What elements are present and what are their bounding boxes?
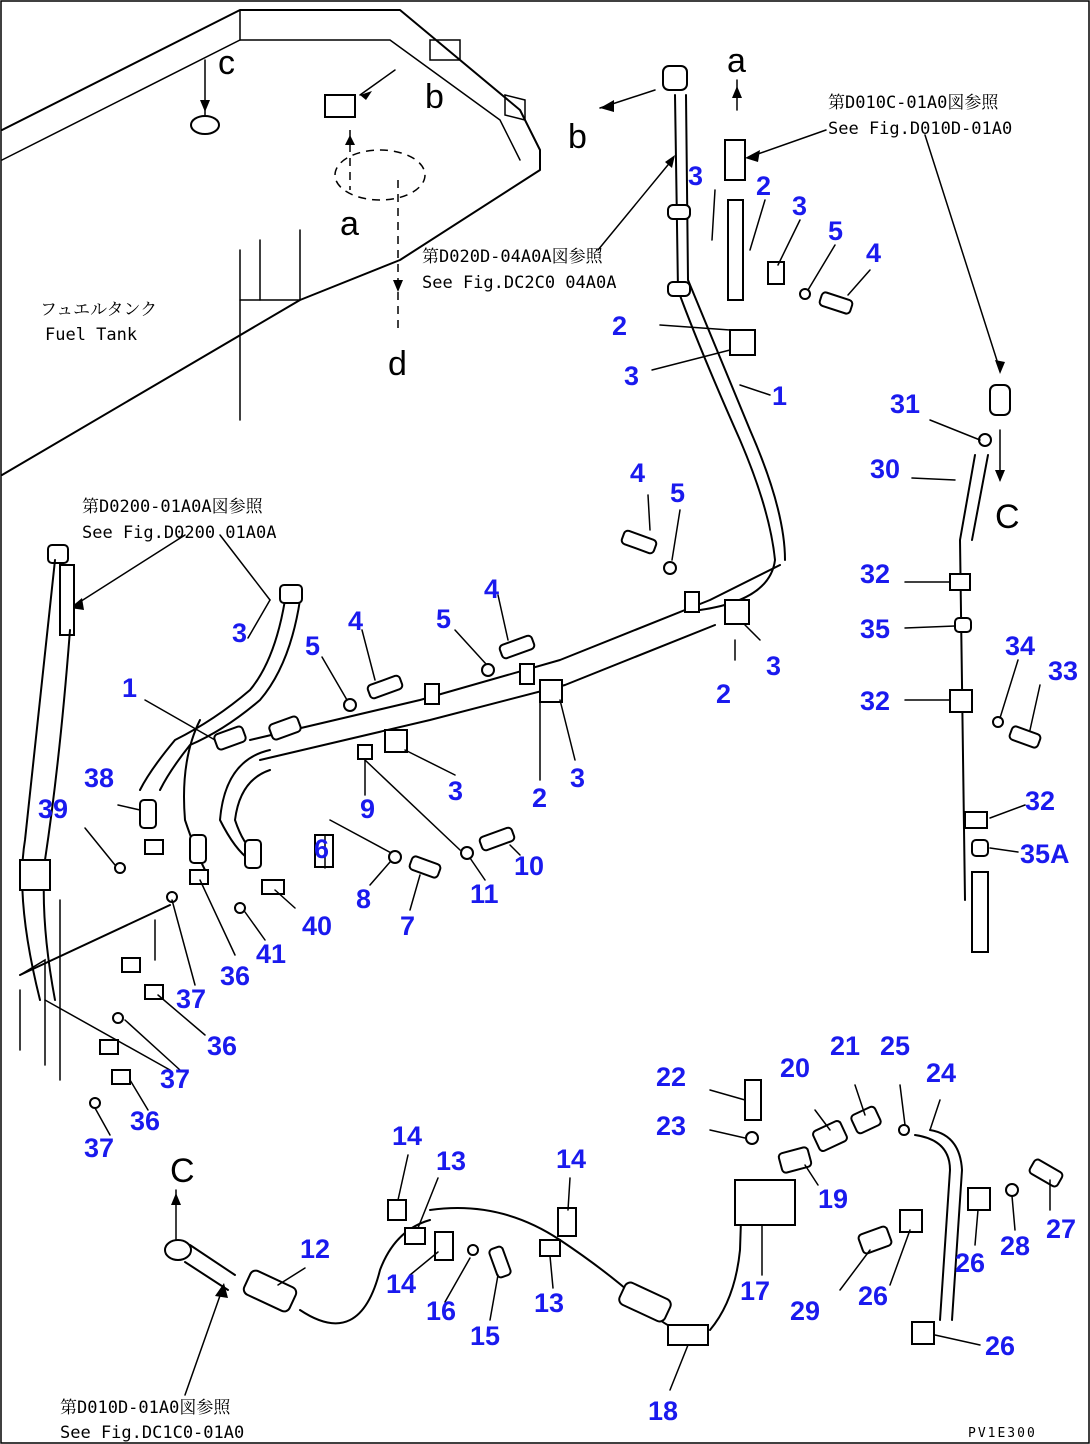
part-number: 5: [670, 478, 686, 508]
part-number: 31: [890, 389, 921, 419]
reference-note-en: See Fig.D0200 01A0A: [82, 523, 277, 543]
view-letter-b-tank: b: [425, 78, 444, 116]
upper-hose-assembly: [663, 66, 853, 610]
view-letter-a-right: a: [727, 42, 746, 80]
fuel-tank-outline: [2, 10, 540, 475]
part-number: 30: [870, 454, 901, 484]
part-number: 35A: [1020, 839, 1070, 869]
part-number: 13: [534, 1288, 565, 1318]
part-number: 29: [790, 1296, 821, 1326]
reference-note-en: See Fig.DC1C0-01A0: [60, 1423, 245, 1443]
part-number: 12: [300, 1234, 331, 1264]
part-number: 2: [532, 783, 548, 813]
part-number: 1: [772, 381, 788, 411]
part-number: 10: [514, 851, 545, 881]
part-number: 37: [160, 1064, 191, 1094]
part-number: 32: [860, 559, 891, 589]
part-number: 5: [436, 604, 452, 634]
part-number: 32: [1025, 786, 1056, 816]
part-number: 39: [38, 794, 69, 824]
part-number: 14: [392, 1121, 423, 1151]
part-number: 4: [484, 574, 500, 604]
part-number: 36: [130, 1106, 161, 1136]
part-number: 3: [766, 651, 782, 681]
part-number: 5: [828, 216, 844, 246]
part-number: 16: [426, 1296, 457, 1326]
fuel-tank-label-jp: フュエルタンク: [40, 300, 158, 320]
part-number: 23: [656, 1111, 687, 1141]
view-letter-d-tank: d: [388, 345, 407, 383]
part-number: 26: [985, 1331, 1016, 1361]
part-number: 4: [630, 458, 646, 488]
part-number: 36: [220, 961, 251, 991]
part-number: 19: [818, 1184, 849, 1214]
part-number: 41: [256, 939, 287, 969]
part-number: 15: [470, 1321, 501, 1351]
part-number: 33: [1048, 656, 1079, 686]
reference-note-jp: 第D020D-04A0A図参照: [422, 247, 603, 267]
part-number: 3: [232, 618, 248, 648]
view-letter-a-tank: a: [340, 205, 359, 243]
part-number: 32: [860, 686, 891, 716]
part-number: 11: [470, 879, 499, 909]
fuel-tank-fittings: [191, 60, 425, 330]
drawing-code: PV1E300: [968, 1426, 1037, 1441]
part-number: 5: [305, 631, 321, 661]
frame-border: [1, 1, 1089, 1443]
bottom-hose-assembly: [165, 1080, 1064, 1345]
part-number: 37: [84, 1133, 115, 1163]
part-number: 20: [780, 1053, 811, 1083]
part-number: 3: [792, 191, 808, 221]
part-number: 34: [1005, 631, 1036, 661]
view-letter-b-right: b: [568, 118, 587, 156]
view-letter-c-right: C: [995, 498, 1020, 536]
part-number: 9: [360, 794, 376, 824]
part-number: 25: [880, 1031, 911, 1061]
part-number: 36: [207, 1031, 238, 1061]
part-number: 26: [955, 1248, 986, 1278]
part-number: 3: [570, 763, 586, 793]
part-number: 3: [624, 361, 640, 391]
reference-note-en: See Fig.D010D-01A0: [828, 119, 1013, 139]
part-number: 35: [860, 614, 891, 644]
part-number: 17: [740, 1276, 771, 1306]
part-number: 40: [302, 911, 333, 941]
view-letter-c-bottom: C: [170, 1152, 195, 1190]
reference-note-jp: 第D0200-01A0A図参照: [82, 497, 263, 517]
part-number: 2: [612, 311, 628, 341]
part-number: 38: [84, 763, 115, 793]
middle-hose-assembly: [250, 530, 780, 879]
part-number: 14: [556, 1144, 587, 1174]
part-number: 2: [716, 679, 732, 709]
part-number: 7: [400, 911, 416, 941]
fuel-tank-label-en: Fuel Tank: [45, 325, 138, 345]
part-number: 37: [176, 984, 207, 1014]
part-number: 21: [830, 1031, 861, 1061]
left-hose-bundle: [20, 545, 302, 1108]
reference-note-jp: 第D010C-01A0図参照: [828, 93, 999, 113]
part-number: 24: [926, 1058, 957, 1088]
part-number: 3: [448, 776, 464, 806]
part-number: 18: [648, 1396, 679, 1426]
reference-note-jp: 第D010D-01A0図参照: [60, 1398, 231, 1418]
part-number: 6: [314, 834, 330, 864]
reference-note-en: See Fig.DC2C0 04A0A: [422, 273, 617, 293]
part-number: 28: [1000, 1231, 1031, 1261]
part-number: 4: [866, 238, 882, 268]
part-number: 22: [656, 1062, 687, 1092]
part-number: 26: [858, 1281, 889, 1311]
part-number: 1: [122, 673, 138, 703]
part-number: 13: [436, 1146, 467, 1176]
part-number: 14: [386, 1269, 417, 1299]
view-letter-c-top: c: [218, 44, 235, 82]
part-number: 2: [756, 171, 772, 201]
part-number: 4: [348, 606, 364, 636]
part-number: 3: [688, 161, 704, 191]
part-number: 27: [1046, 1214, 1077, 1244]
part-number: 8: [356, 884, 372, 914]
